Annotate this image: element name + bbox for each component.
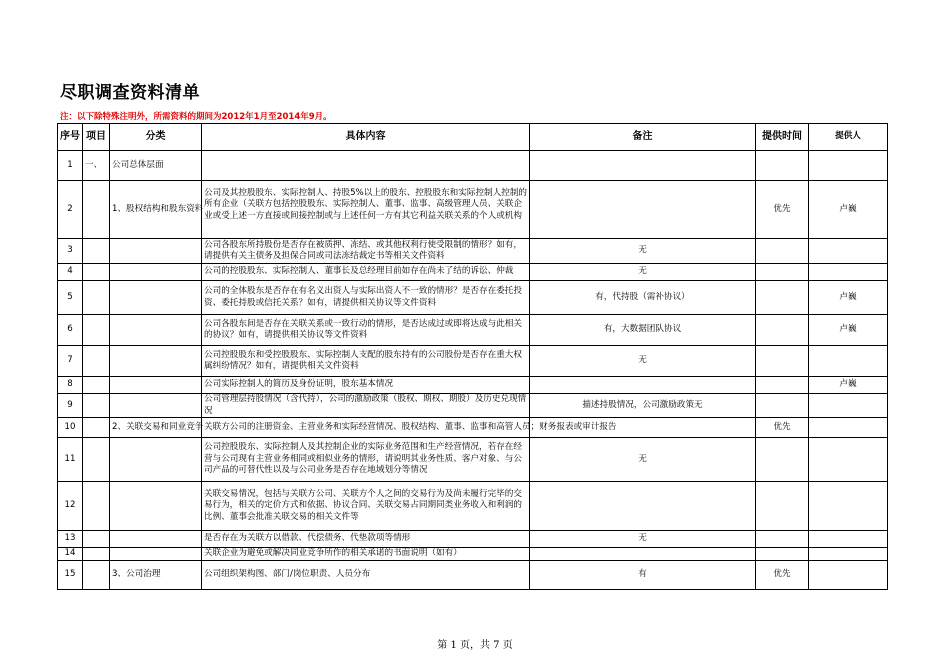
provider-cell: 卢巍 [809, 281, 888, 315]
content-cell: 关联交易情况，包括与关联方公司、关联方个人之间的交易行为及尚未履行完毕的交易行为，相关的定价方式和依据、协议合同、关联交易占同期同类业务收入和利润的比例、董事会批准关联交易的相关文件等 [202, 482, 530, 531]
time-cell [756, 438, 809, 482]
seq-cell: 12 [58, 482, 83, 531]
table-row [58, 281, 888, 315]
item-cell [83, 281, 110, 315]
table-row [58, 418, 888, 438]
provider-cell: 卢巍 [809, 181, 888, 239]
provider-cell [809, 418, 888, 438]
header-provider: 提供人 [809, 124, 888, 151]
remark-cell [530, 181, 756, 239]
seq-cell: 8 [58, 377, 83, 394]
page-footer: 第 1 页，共 7 页 [437, 640, 513, 651]
table-row [58, 151, 888, 181]
provider-cell: 卢巍 [809, 377, 888, 394]
seq-cell: 5 [58, 281, 83, 315]
remark-cell [530, 151, 756, 181]
seq-cell: 11 [58, 438, 83, 482]
category-cell [110, 315, 202, 346]
header-row [58, 124, 888, 151]
item-cell [83, 418, 110, 438]
seq-cell: 10 [58, 418, 83, 438]
category-cell [110, 239, 202, 264]
category-cell [110, 281, 202, 315]
table-row [58, 548, 888, 561]
time-cell [756, 346, 809, 377]
table-row [58, 315, 888, 346]
content-cell: 公司管理层持股情况（含代持），公司的激励政策（股权、期权、期股）及历史兑现情况 [202, 394, 530, 418]
item-cell: 一、 [83, 151, 110, 181]
table-row [58, 482, 888, 531]
remark-cell: 无 [530, 239, 756, 264]
item-cell [83, 438, 110, 482]
remark-cell: 描述持股情况，公司激励政策无 [530, 394, 756, 418]
provider-cell [809, 531, 888, 548]
content-cell [202, 151, 530, 181]
remark-cell: 无 [530, 531, 756, 548]
seq-cell: 1 [58, 151, 83, 181]
content-cell: 关联企业为避免或解决同业竞争所作的相关承诺的书面说明（如有） [202, 548, 530, 561]
content-cell: 公司各股东间是否存在关联关系或一致行动的情形，是否达成过或即将达成与此相关的协议？如有，请提供相关协议等文件资料 [202, 315, 530, 346]
content-cell: 关联方公司的注册资金、主营业务和实际经营情况、股权结构、董事、监事和高管人员；财务报表或审计报告 [202, 418, 530, 438]
seq-cell: 7 [58, 346, 83, 377]
table-row [58, 264, 888, 281]
category-cell [110, 438, 202, 482]
category-cell [110, 531, 202, 548]
time-cell [756, 281, 809, 315]
content-cell: 公司组织架构图、部门/岗位职责、人员分布 [202, 561, 530, 590]
time-cell: 优先 [756, 561, 809, 590]
seq-cell: 13 [58, 531, 83, 548]
item-cell [83, 181, 110, 239]
provider-cell [809, 548, 888, 561]
remark-cell: 无 [530, 346, 756, 377]
provider-cell [809, 561, 888, 590]
header-remark: 备注 [530, 124, 756, 151]
seq-cell: 2 [58, 181, 83, 239]
time-cell [756, 151, 809, 181]
category-cell: 2、关联交易和同业竞争 [110, 418, 202, 438]
provider-cell [809, 264, 888, 281]
time-cell [756, 394, 809, 418]
item-cell [83, 346, 110, 377]
item-cell [83, 239, 110, 264]
remark-cell [530, 548, 756, 561]
content-cell: 是否存在为关联方以借款、代偿债务、代垫款项等情形 [202, 531, 530, 548]
provider-cell [809, 394, 888, 418]
item-cell [83, 315, 110, 346]
remark-cell: 有，大数据团队协议 [530, 315, 756, 346]
provider-cell [809, 151, 888, 181]
table-row [58, 531, 888, 548]
provider-cell [809, 438, 888, 482]
table-row [58, 346, 888, 377]
table-row [58, 438, 888, 482]
remark-cell: 无 [530, 264, 756, 281]
category-cell [110, 548, 202, 561]
table-row [58, 181, 888, 239]
period-note: 注：以下除特殊注明外，所需资料的期间为2012年1月至2014年9月。 [60, 112, 332, 122]
content-cell: 公司实际控制人的简历及身份证明，股东基本情况 [202, 377, 530, 394]
item-cell [83, 264, 110, 281]
seq-cell: 3 [58, 239, 83, 264]
time-cell [756, 315, 809, 346]
seq-cell: 14 [58, 548, 83, 561]
content-cell: 公司控股股东和受控股股东、实际控制人支配的股东持有的公司股份是否存在重大权属纠纷情况？如有，请提供相关文件资料 [202, 346, 530, 377]
time-cell [756, 264, 809, 281]
provider-cell: 卢巍 [809, 315, 888, 346]
category-cell [110, 377, 202, 394]
page-title: 尽职调查资料清单 [60, 83, 200, 103]
item-cell [83, 548, 110, 561]
remark-cell [530, 377, 756, 394]
table-row [58, 561, 888, 590]
item-cell [83, 394, 110, 418]
category-cell [110, 394, 202, 418]
category-cell: 公司总体层面 [110, 151, 202, 181]
header-item: 项目 [83, 124, 110, 151]
content-cell: 公司的全体股东是否存在有名义出资人与实际出资人不一致的情形？是否存在委托投资、委托持股或信托关系？如有，请提供相关协议等文件资料 [202, 281, 530, 315]
time-cell: 优先 [756, 181, 809, 239]
table-row [58, 239, 888, 264]
time-cell [756, 531, 809, 548]
seq-cell: 6 [58, 315, 83, 346]
remark-cell: 无 [530, 438, 756, 482]
category-cell: 1、股权结构和股东资料 [110, 181, 202, 239]
seq-cell: 9 [58, 394, 83, 418]
item-cell [83, 482, 110, 531]
provider-cell [809, 482, 888, 531]
content-cell: 公司各股东所持股份是否存在被质押、冻结、或其他权利行使受限制的情形？如有，请提供有关主债务及担保合同或司法冻结裁定书等相关文件资料 [202, 239, 530, 264]
header-content: 具体内容 [202, 124, 530, 151]
seq-cell: 15 [58, 561, 83, 590]
header-category: 分类 [110, 124, 202, 151]
category-cell: 3、公司治理 [110, 561, 202, 590]
checklist-table [57, 123, 888, 590]
category-cell [110, 264, 202, 281]
content-cell: 公司及其控股股东、实际控制人、持股5%以上的股东、控股股东和实际控制人控制的所有企业（关联方包括控股股东、实际控制人、董事、监事、高级管理人员、关联企业或受上述一方直接或间接控制或与上述任何一方有其它利益关联关系的个人或机构 [202, 181, 530, 239]
header-time: 提供时间 [756, 124, 809, 151]
table-row [58, 377, 888, 394]
content-cell: 公司控股股东、实际控制人及其控制企业的实际业务范围和生产经营情况，若存在经营与公司现有主营业务相同或相似业务的情形，请说明其业务性质、客户对象、与公司产品的可替代性以及与公司业务是否存在地域划分等情况 [202, 438, 530, 482]
time-cell [756, 482, 809, 531]
remark-cell: 有，代持股（需补协议） [530, 281, 756, 315]
time-cell [756, 377, 809, 394]
remark-cell [530, 482, 756, 531]
item-cell [83, 377, 110, 394]
category-cell [110, 482, 202, 531]
seq-cell: 4 [58, 264, 83, 281]
content-cell: 公司的控股股东、实际控制人、董事长及总经理目前如存在尚未了结的诉讼、仲裁 [202, 264, 530, 281]
table-row [58, 394, 888, 418]
time-cell [756, 239, 809, 264]
provider-cell [809, 239, 888, 264]
item-cell [83, 531, 110, 548]
provider-cell [809, 346, 888, 377]
time-cell: 优先 [756, 418, 809, 438]
time-cell [756, 548, 809, 561]
category-cell [110, 346, 202, 377]
remark-cell: 有 [530, 561, 756, 590]
header-seq: 序号 [58, 124, 83, 151]
item-cell [83, 561, 110, 590]
